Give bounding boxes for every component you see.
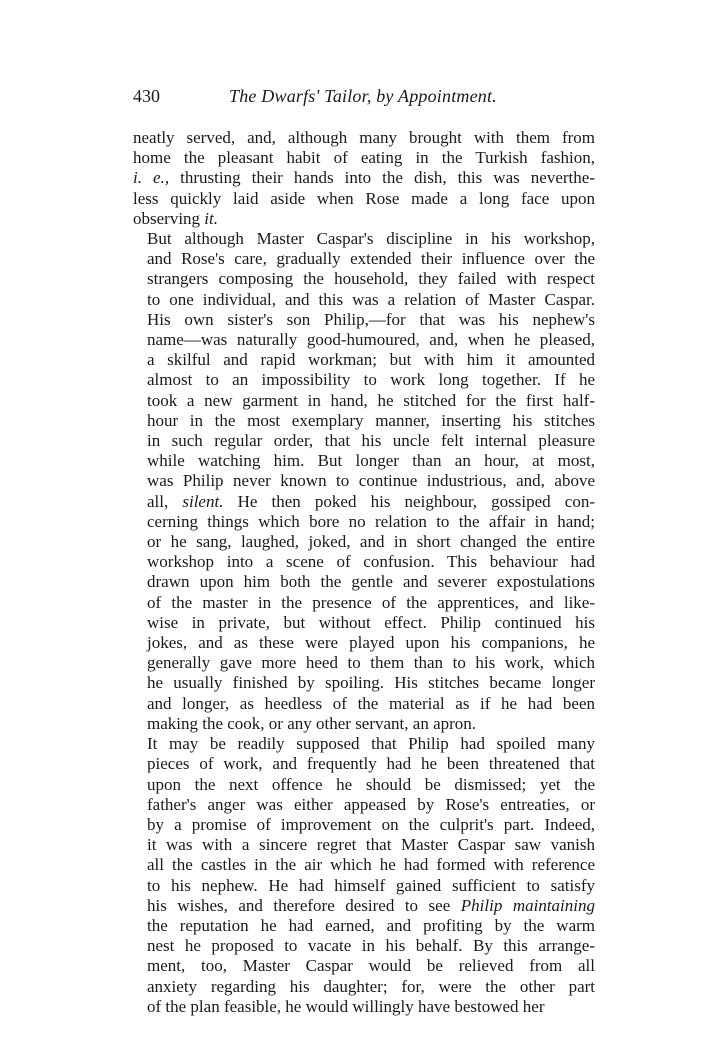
text-line: making the cook, or any other servant, an apron. <box>147 713 477 733</box>
body-text <box>133 128 595 1017</box>
text-line: and longer, as heedless of the material as if he had been <box>147 693 595 713</box>
text-line: i. e., thrusting their hands into the dish, this was neverthe- <box>133 168 595 188</box>
text-line: the reputation he had earned, and profiting by the warm <box>147 915 595 935</box>
text-line: almost to an impossibility to work long together. If he <box>147 370 595 390</box>
text-line: or he sang, laughed, joked, and in short changed the entire <box>147 532 595 552</box>
text-line: father's anger was either appeased by Rose's entreaties, or <box>147 794 595 814</box>
text-line: But although Master Caspar's discipline in his workshop, <box>147 229 595 249</box>
text-line: was Philip never known to continue industrious, and, above <box>147 471 595 491</box>
text-line: pieces of work, and frequently had he been threatened that <box>147 754 595 774</box>
text-line: a skilful and rapid workman; but with him it amounted <box>147 350 595 370</box>
text-line: all, silent. He then poked his neighbour, gossiped con- <box>147 491 595 511</box>
running-title: The Dwarfs' Tailor, by Appointment. <box>229 86 497 106</box>
text-line: neatly served, and, although many brought with them from <box>133 128 595 147</box>
text-line: cerning things which bore no relation to the affair in hand; <box>147 511 595 531</box>
text-line: while watching him. But longer than an hour, at most, <box>147 451 595 471</box>
text-line: drawn upon him both the gentle and severer expostulations <box>147 572 595 592</box>
text-line: his wishes, and therefore desired to see Philip maintaining <box>147 895 595 915</box>
text-line: by a promise of improvement on the culprit's part. Indeed, <box>147 814 595 834</box>
running-header <box>133 86 595 108</box>
text-line: of the master in the presence of the apprentices, and like- <box>147 592 595 612</box>
text-line: to one individual, and this was a relation of Master Caspar. <box>147 289 595 309</box>
text-line: wise in private, but without effect. Philip continued his <box>147 612 595 632</box>
paragraph <box>133 734 595 1017</box>
text-line: upon the next offence he should be dismissed; yet the <box>147 774 595 794</box>
text-line: and Rose's care, gradually extended their influence over the <box>147 249 595 269</box>
text-line: generally gave more heed to them than to his work, which <box>147 653 595 673</box>
text-line: ment, too, Master Caspar would be relieved from all <box>147 956 595 976</box>
text-line: to his nephew. He had himself gained sufficient to satisfy <box>147 875 595 895</box>
text-line: anxiety regarding his daughter; for, were the other part <box>147 976 595 996</box>
page-number: 430 <box>133 86 160 106</box>
text-line: hour in the most exemplary manner, inserting his stitches <box>147 410 595 430</box>
paragraph <box>133 128 595 229</box>
text-line: all the castles in the air which he had formed with reference <box>147 855 595 875</box>
text-line: strangers composing the household, they failed with respect <box>147 269 595 289</box>
text-line: It may be readily supposed that Philip had spoiled many <box>147 734 595 754</box>
text-line: less quickly laid aside when Rose made a long face upon <box>133 188 595 208</box>
text-line: jokes, and as these were played upon his companions, he <box>147 633 595 653</box>
text-line: he usually finished by spoiling. His stitches became longer <box>147 673 595 693</box>
text-line: name—was naturally good-humoured, and, when he pleased, <box>147 330 595 350</box>
text-line: home the pleasant habit of eating in the Turkish fashion, <box>133 148 595 168</box>
paragraph <box>133 229 595 734</box>
text-line: took a new garment in hand, he stitched for the first half- <box>147 390 595 410</box>
text-line: it was with a sincere regret that Master Caspar saw vanish <box>147 835 595 855</box>
text-line: in such regular order, that his uncle felt internal pleasure <box>147 431 595 451</box>
text-line: nest he proposed to vacate in his behalf. By this arrange- <box>147 936 595 956</box>
text-line: workshop into a scene of confusion. This behaviour had <box>147 552 595 572</box>
text-line: observing it. <box>133 208 218 228</box>
text-line: of the plan feasible, he would willingly have bestowed her <box>147 996 545 1016</box>
text-line: His own sister's son Philip,—for that was his nephew's <box>147 309 595 329</box>
